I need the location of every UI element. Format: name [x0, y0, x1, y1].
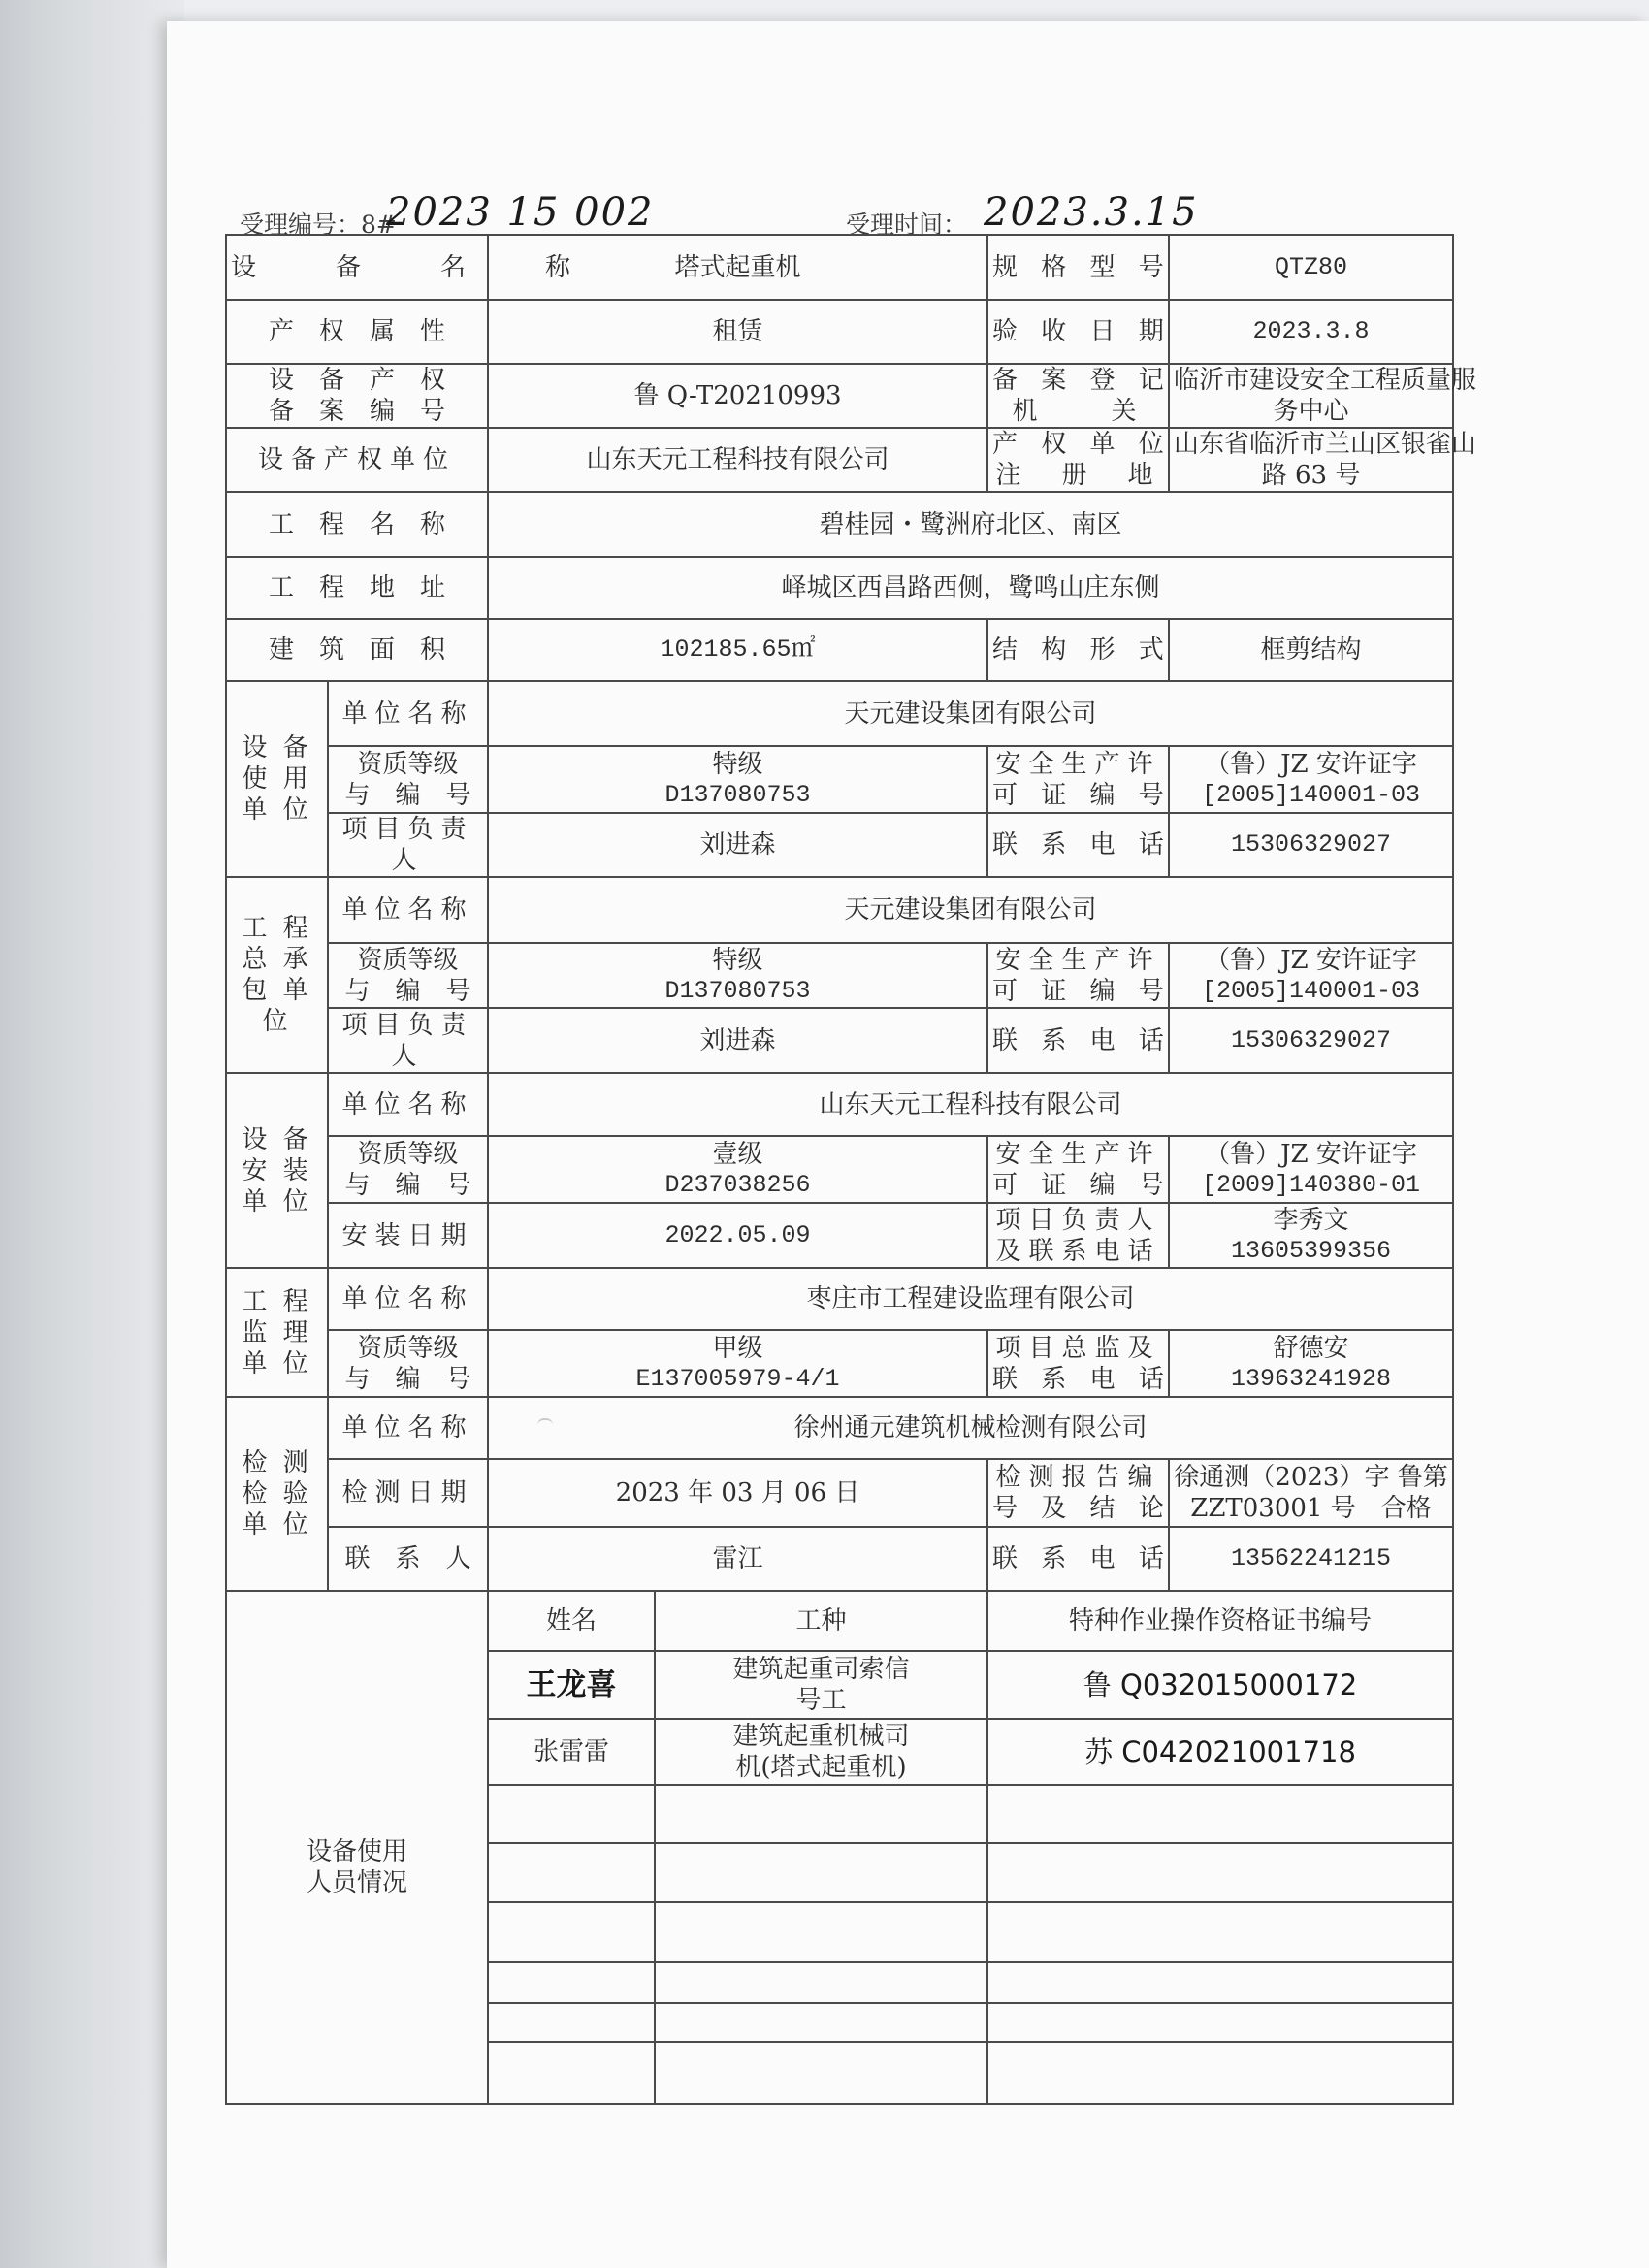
label-line: 设 备	[242, 1124, 312, 1154]
value-line: D137080753	[664, 780, 811, 809]
table-row	[226, 1073, 1453, 1136]
label-line: 设 备 产 权	[269, 366, 446, 395]
empty-cell	[655, 2042, 987, 2104]
empty-cell	[987, 1902, 1453, 1962]
label-line: 单 位	[242, 1510, 312, 1539]
user-qual-value	[488, 746, 987, 813]
value-line: 机(塔式起重机)	[735, 1753, 907, 1782]
table-row	[226, 235, 1453, 300]
inspection-date: 2023 年 03 月 06 日	[488, 1459, 987, 1527]
user-license-value	[1169, 746, 1453, 813]
table-row	[226, 1008, 1453, 1073]
accept-number-label: 受理编号：8#	[240, 211, 397, 239]
label-line: 号 及 结 论	[992, 1494, 1172, 1523]
table-row	[226, 1330, 1453, 1397]
empty-cell	[655, 1962, 987, 2003]
supervisor-qual-value	[488, 1330, 987, 1397]
table-row	[226, 557, 1453, 619]
value-line: 甲级	[712, 1333, 763, 1363]
empty-cell	[655, 1785, 987, 1843]
user-qual-label	[328, 746, 488, 813]
record-no-value: 鲁 Q-T20210993	[488, 364, 987, 428]
inspector-contact-label: 联 系 人	[328, 1527, 488, 1591]
installer-group-label	[226, 1073, 328, 1268]
contractor-manager-label	[328, 1008, 488, 1073]
empty-cell	[987, 1962, 1453, 2003]
label-line: 设 备	[242, 733, 312, 762]
inspector-group-label	[226, 1397, 328, 1591]
empty-cell	[488, 1962, 655, 2003]
project-address: 峄城区西昌路西侧，鹭鸣山庄东侧	[488, 557, 1453, 619]
installer-name: 山东天元工程科技有限公司	[488, 1073, 1453, 1136]
label-line: 资质等级	[357, 1139, 459, 1169]
empty-cell	[987, 1843, 1453, 1902]
installer-qual-label	[328, 1136, 488, 1203]
value-line: ZZT03001 号 合格	[1190, 1494, 1432, 1523]
inspector-name: 徐州通元建筑机械检测有限公司	[488, 1397, 1453, 1459]
inspection-date-label: 检测日期	[328, 1459, 488, 1527]
label-line: 产 权 单 位	[992, 430, 1172, 459]
supervisor-qual-label	[328, 1330, 488, 1397]
label-line: 可 证 编 号	[992, 780, 1172, 810]
table-row	[226, 1459, 1453, 1527]
table-row	[226, 1591, 1453, 1651]
installer-manager-label	[987, 1203, 1169, 1268]
inspector-phone-label: 联 系 电 话	[987, 1527, 1169, 1591]
label-line: 与 编 号	[344, 1170, 471, 1200]
operator-name: 张雷雷	[488, 1719, 655, 1785]
label-line: 工 程	[242, 1286, 312, 1316]
inspector-phone: 13562241215	[1169, 1527, 1453, 1591]
label-line: 注 册 地	[995, 461, 1161, 490]
user-phone: 15306329027	[1169, 813, 1453, 877]
value-line: 山东省临沂市兰山区银雀山	[1174, 430, 1477, 459]
label-line: 项目负责	[341, 1010, 474, 1040]
supervisor-name-label: 单位名称	[328, 1268, 488, 1330]
structure-value: 框剪结构	[1169, 619, 1453, 681]
label-line: 单 位	[242, 1348, 312, 1378]
owner-value: 山东天元工程科技有限公司	[488, 428, 987, 492]
table-row	[226, 300, 1453, 364]
label-line: 联 系 电 话	[992, 1364, 1172, 1394]
label-line: 安全生产许	[995, 945, 1161, 975]
table-row	[226, 1397, 1453, 1459]
project-name: 碧桂园・鹭洲府北区、南区	[488, 492, 1453, 557]
col-cert-header: 特种作业操作资格证书编号	[987, 1591, 1453, 1651]
empty-cell	[655, 1843, 987, 1902]
contractor-name: 天元建设集团有限公司	[488, 877, 1453, 943]
value-line: [2005]140001-03	[1201, 780, 1421, 809]
user-unit-group-label	[226, 681, 328, 877]
label-line: 安全生产许	[995, 749, 1161, 779]
record-org-label	[987, 364, 1172, 428]
label-line: 与 编 号	[344, 1364, 471, 1394]
operator-trade	[655, 1651, 987, 1719]
value-line: 路 63 号	[1261, 461, 1361, 490]
value-line: 13605399356	[1231, 1236, 1392, 1265]
value-line: 徐通测（2023）字 鲁第	[1174, 1463, 1448, 1492]
table-row	[226, 1268, 1453, 1330]
label-line: 机 关	[1012, 397, 1145, 426]
label-line: 位	[262, 1007, 292, 1036]
label-line: 资质等级	[357, 1333, 459, 1363]
accept-time-label: 受理时间：	[846, 211, 968, 239]
value-line: 舒德安	[1273, 1333, 1349, 1363]
supervisor-chief-label	[987, 1330, 1172, 1397]
empty-cell	[655, 2003, 987, 2042]
value-line: 号工	[795, 1686, 847, 1715]
table-row	[226, 492, 1453, 557]
operator-name: 王龙喜	[488, 1651, 655, 1719]
empty-cell	[488, 2042, 655, 2104]
value-line: 壹级	[712, 1139, 763, 1169]
contractor-phone-label: 联 系 电 话	[987, 1008, 1169, 1073]
table-row	[226, 746, 1453, 813]
installer-qual-value	[488, 1136, 987, 1203]
supervisor-name: 枣庄市工程建设监理有限公司	[488, 1268, 1453, 1330]
value-line: [2005]140001-03	[1201, 976, 1421, 1005]
value-line: 李秀文	[1273, 1205, 1349, 1235]
label-line: 项目总监及	[995, 1333, 1161, 1363]
installer-name-label: 单位名称	[328, 1073, 488, 1136]
label-line: 项目负责	[341, 815, 474, 844]
report-label	[987, 1459, 1172, 1527]
record-org-value	[1169, 364, 1477, 428]
inspector-contact: 雷江	[488, 1527, 987, 1591]
table-row	[226, 877, 1453, 943]
empty-cell	[655, 1902, 987, 1962]
accept-number-handwritten: 2023 15 002	[386, 190, 655, 235]
supervisor-chief-value	[1169, 1330, 1453, 1397]
empty-cell	[488, 1785, 655, 1843]
contractor-qual-value	[488, 943, 987, 1008]
label-line: 设备使用	[307, 1836, 408, 1866]
label-line: 总 承	[242, 945, 312, 974]
label-line: 检 验	[242, 1479, 312, 1508]
table-row	[226, 681, 1453, 746]
value-line: （鲁）JZ 安许证字	[1205, 945, 1417, 975]
empty-cell	[987, 2042, 1453, 2104]
value-line: （鲁）JZ 安许证字	[1205, 749, 1417, 779]
label-line: 安全生产许	[995, 1139, 1161, 1169]
value-line: 特级	[712, 749, 763, 779]
contractor-phone: 15306329027	[1169, 1008, 1453, 1073]
label-line: 可 证 编 号	[992, 976, 1172, 1006]
area-label: 建 筑 面 积	[226, 619, 488, 681]
user-manager: 刘进森	[488, 813, 987, 877]
model-value: QTZ80	[1169, 235, 1453, 300]
operator-cert: 鲁 Q032015000172	[987, 1651, 1453, 1719]
label-line: 备 案 编 号	[269, 397, 446, 426]
value-line: 务中心	[1273, 397, 1349, 426]
contractor-license-label	[987, 943, 1172, 1008]
table-row	[226, 943, 1453, 1008]
empty-cell	[488, 2003, 655, 2042]
contractor-license-value	[1169, 943, 1453, 1008]
record-no-label	[226, 364, 488, 428]
report-value	[1169, 1459, 1453, 1527]
scan-binding-shadow	[0, 0, 184, 2268]
value-line: [2009]140380-01	[1201, 1170, 1421, 1199]
property-label: 产 权 属 性	[226, 300, 488, 364]
table-row	[226, 813, 1453, 877]
label-line: 工 程	[242, 914, 312, 943]
install-date: 2022.05.09	[488, 1203, 987, 1268]
inspector-name-label: 单位名称	[328, 1397, 488, 1459]
label-line: 及联系电话	[995, 1236, 1161, 1266]
contractor-name-label: 单位名称	[328, 877, 488, 943]
owner-addr-value	[1169, 428, 1477, 492]
equipment-record-form	[225, 234, 1477, 2105]
value-line: 临沂市建设安全工程质量服	[1174, 366, 1477, 395]
user-unit-name: 天元建设集团有限公司	[488, 681, 1453, 746]
operators-section-label	[226, 1591, 488, 2104]
area-value: 102185.65㎡	[488, 619, 987, 681]
label-line: 单 位	[242, 795, 312, 825]
label-line: 安 装	[242, 1155, 312, 1185]
contractor-manager: 刘进森	[488, 1008, 987, 1073]
table-row	[226, 364, 1453, 428]
label-line: 可 证 编 号	[992, 1170, 1172, 1200]
install-date-label: 安装日期	[328, 1203, 488, 1268]
accept-date-label: 验 收 日 期	[987, 300, 1169, 364]
label-line: 检测报告编	[995, 1463, 1161, 1492]
supervisor-group-label	[226, 1268, 328, 1397]
installer-license-value	[1169, 1136, 1453, 1203]
user-unit-name-label: 单位名称	[328, 681, 488, 746]
value-line: D137080753	[664, 976, 811, 1005]
empty-cell	[488, 1902, 655, 1962]
property-value: 租赁	[488, 300, 987, 364]
installer-license-label	[987, 1136, 1172, 1203]
value-line: 建筑起重机械司	[732, 1722, 910, 1751]
installer-manager-value	[1169, 1203, 1453, 1268]
user-manager-label	[328, 813, 488, 877]
contractor-group-label	[226, 877, 328, 1073]
label-line: 检 测	[242, 1448, 312, 1477]
project-address-label: 工 程 地 址	[226, 557, 488, 619]
label-line: 监 理	[242, 1317, 312, 1347]
table-row	[226, 428, 1453, 492]
scan-smudge	[537, 1418, 553, 1432]
label-line: 与 编 号	[344, 780, 471, 810]
label-line: 资质等级	[357, 945, 459, 975]
label-line: 人	[391, 1041, 425, 1071]
model-label: 规 格 型 号	[987, 235, 1169, 300]
accept-date-value: 2023.3.8	[1169, 300, 1453, 364]
label-line: 人	[391, 846, 425, 875]
col-trade-header: 工种	[655, 1591, 987, 1651]
value-line: （鲁）JZ 安许证字	[1205, 1139, 1417, 1169]
value-line: D237038256	[664, 1170, 811, 1199]
label-line: 备 案 登 记	[992, 366, 1172, 395]
label-line: 与 编 号	[344, 976, 471, 1006]
accept-time-handwritten: 2023.3.15	[984, 190, 1199, 235]
label-line: 资质等级	[357, 749, 459, 779]
label-line: 项目负责人	[995, 1205, 1161, 1235]
label-line: 包 单	[242, 976, 312, 1005]
label-line: 使 用	[242, 764, 312, 794]
empty-cell	[987, 1785, 1453, 1843]
value-line: 13963241928	[1231, 1364, 1392, 1393]
table-row	[226, 1136, 1453, 1203]
project-name-label: 工 程 名 称	[226, 492, 488, 557]
operator-trade	[655, 1719, 987, 1785]
value-line: E137005979-4/1	[635, 1364, 840, 1393]
label-line: 单 位	[242, 1186, 312, 1216]
equipment-name: 塔式起重机	[488, 235, 987, 300]
table-row	[226, 619, 1453, 681]
empty-cell	[987, 2003, 1453, 2042]
col-name-header: 姓名	[488, 1591, 655, 1651]
value-line: 特级	[712, 945, 763, 975]
table-row	[226, 1203, 1453, 1268]
owner-addr-label	[987, 428, 1172, 492]
value-line: 建筑起重司索信	[732, 1655, 910, 1684]
owner-label: 设备产权单位	[226, 428, 488, 492]
user-phone-label: 联 系 电 话	[987, 813, 1169, 877]
user-license-label	[987, 746, 1172, 813]
label-line: 人员情况	[307, 1867, 408, 1897]
equipment-name-label: 设 备 名 称	[226, 235, 488, 300]
empty-cell	[488, 1843, 655, 1902]
contractor-qual-label	[328, 943, 488, 1008]
operator-cert: 苏 C042021001718	[987, 1719, 1453, 1785]
table-row	[226, 1527, 1453, 1591]
structure-label: 结 构 形 式	[987, 619, 1169, 681]
